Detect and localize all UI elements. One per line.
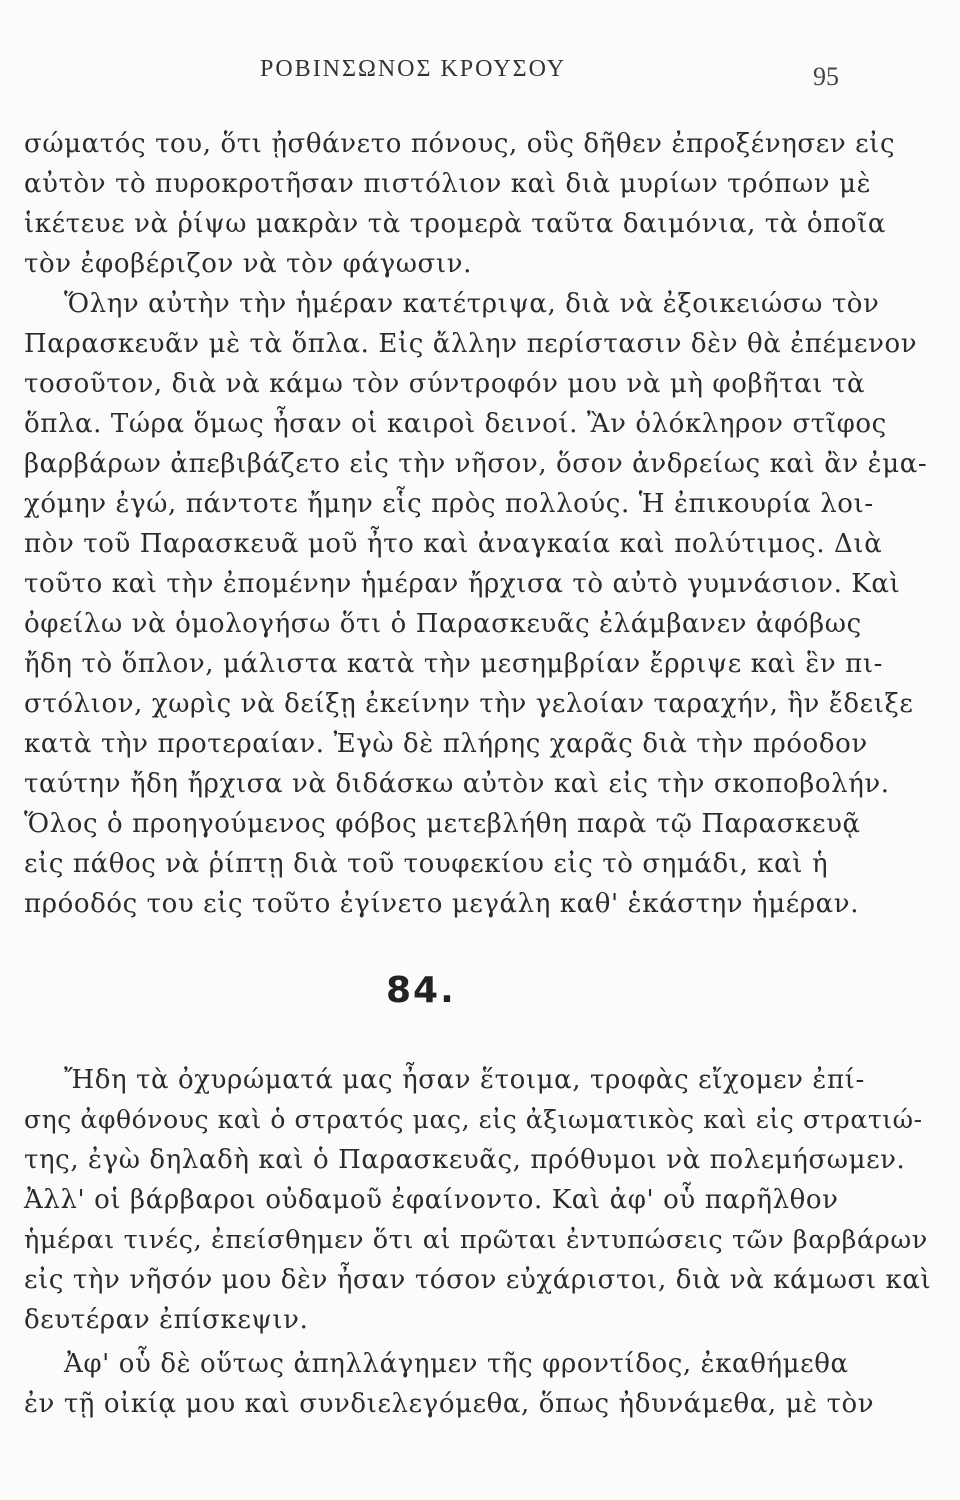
text-line: τὸν ἐφοβέριζον νὰ τὸν φάγωσιν. bbox=[24, 249, 472, 279]
text-line: βαρβάρων ἀπεβιβάζετο εἰς τὴν νῆσον, ὅσον ἀνδρείως καὶ ἂν ἐμα- bbox=[24, 449, 928, 479]
text-line: ὅπλα. Τώρα ὅμως ἦσαν οἱ καιροὶ δεινοί. Ἂν ὁλόκληρον στῖφος bbox=[24, 409, 887, 439]
text-line: Ὅλην αὐτὴν τὴν ἡμέραν κατέτριψα, διὰ νὰ ἐξοικειώσω τὸν bbox=[64, 289, 880, 319]
text-line: σώματός του, ὅτι ᾐσθάνετο πόνους, οὓς δῆθεν ἐπροξένησεν εἰς bbox=[24, 129, 896, 159]
text-line: πὸν τοῦ Παρασκευᾶ μοῦ ἦτο καὶ ἀναγκαία καὶ πολύτιμος. Διὰ bbox=[24, 529, 883, 559]
text-line: ὀφείλω νὰ ὁμολογήσω ὅτι ὁ Παρασκευᾶς ἐλάμβανεν ἀφόβως bbox=[24, 609, 862, 639]
running-title: ΡΟΒΙΝΣΩΝΟΣ ΚΡΟΥΣΟΥ bbox=[260, 56, 567, 82]
text-line: ἱκέτευε νὰ ῥίψω μακρὰν τὰ τρομερὰ ταῦτα δαιμόνια, τὰ ὁποῖα bbox=[24, 209, 887, 239]
text-line: στόλιον, χωρὶς νὰ δείξῃ ἐκείνην τὴν γελοίαν ταραχήν, ἣν ἔδειξε bbox=[24, 689, 914, 719]
text-line: ἡμέραι τινές, ἐπείσθημεν ὅτι αἱ πρῶται ἐντυπώσεις τῶν βαρβάρων bbox=[24, 1225, 928, 1255]
text-line: ἤδη τὸ ὅπλον, μάλιστα κατὰ τὴν μεσημβρίαν ἔρριψε καὶ ἓν πι- bbox=[24, 649, 884, 679]
text-line: εἰς τὴν νῆσόν μου δὲν ἦσαν τόσον εὐχάριστοι, διὰ νὰ κάμωσι καὶ bbox=[24, 1265, 932, 1295]
text-line: αὐτὸν τὸ πυροκροτῆσαν πιστόλιον καὶ διὰ μυρίων τρόπων μὲ bbox=[24, 169, 872, 199]
page-number: 95 bbox=[813, 62, 839, 91]
text-line: Ἀφ' οὗ δὲ οὕτως ἀπηλλάγημεν τῆς φροντίδος, ἐκαθήμεθα bbox=[64, 1349, 849, 1379]
text-line: πρόοδός του εἰς τοῦτο ἐγίνετο μεγάλη καθ' ἑκάστην ἡμέραν. bbox=[24, 889, 860, 919]
text-line: σης ἀφθόνους καὶ ὁ στρατός μας, εἰς ἀξιωματικὸς καὶ εἰς στρατιώ- bbox=[24, 1105, 923, 1134]
text-line: Ἀλλ' οἱ βάρβαροι οὐδαμοῦ ἐφαίνοντο. Καὶ ἀφ' οὗ παρῆλθον bbox=[24, 1185, 839, 1215]
text-line: εἰς πάθος νὰ ῥίπτῃ διὰ τοῦ τουφεκίου εἰς τὸ σημάδι, καὶ ἡ bbox=[24, 849, 829, 879]
text-line: ἐν τῇ οἰκίᾳ μου καὶ συνδιελεγόμεθα, ὅπως ἠδυνάμεθα, μὲ τὸν bbox=[24, 1389, 875, 1419]
text-line: κατὰ τὴν προτεραίαν. Ἐγὼ δὲ πλήρης χαρᾶς διὰ τὴν πρόοδον bbox=[24, 729, 868, 759]
text-line: Ὅλος ὁ προηγούμενος φόβος μετεβλήθη παρὰ τῷ Παρασκευᾷ bbox=[24, 809, 861, 839]
text-line: δευτέραν ἐπίσκεψιν. bbox=[24, 1305, 309, 1335]
running-head bbox=[0, 52, 960, 92]
text-line: της, ἐγὼ δηλαδὴ καὶ ὁ Παρασκευᾶς, πρόθυμοι νὰ πολεμήσωμεν. bbox=[24, 1145, 906, 1175]
text-line: χόμην ἐγώ, πάντοτε ἤμην εἷς πρὸς πολλούς. Ἡ ἐπικουρία λοι- bbox=[24, 489, 874, 519]
section-number: 84. bbox=[386, 970, 456, 1011]
text-line: Ἤδη τὰ ὀχυρώματά μας ἦσαν ἕτοιμα, τροφὰς εἴχομεν ἐπί- bbox=[64, 1065, 865, 1095]
text-line: Παρασκευᾶν μὲ τὰ ὅπλα. Εἰς ἄλλην περίστασιν δὲν θὰ ἐπέμενον bbox=[24, 329, 918, 359]
text-line: τοῦτο καὶ τὴν ἐπομένην ἡμέραν ἤρχισα τὸ αὐτὸ γυμνάσιον. Καὶ bbox=[24, 569, 901, 599]
text-line: ταύτην ἤδη ἤρχισα νὰ διδάσκω αὐτὸν καὶ εἰς τὴν σκοποβολήν. bbox=[24, 769, 890, 799]
text-line: τοσοῦτον, διὰ νὰ κάμω τὸν σύντροφόν μου νὰ μὴ φοβῆται τὰ bbox=[24, 369, 866, 399]
